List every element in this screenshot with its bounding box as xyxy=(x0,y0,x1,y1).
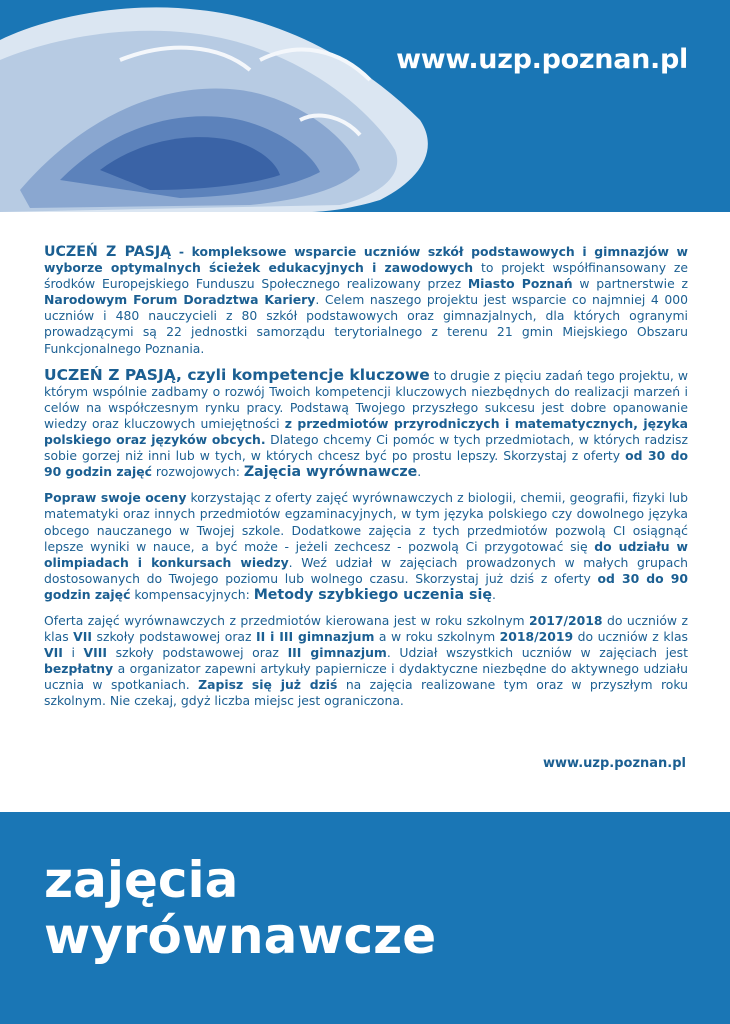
text-span: kompensacyjnych: xyxy=(130,586,254,602)
offer-name: Metody szybkiego uczenia się xyxy=(253,586,492,603)
bold-text: Narodowym Forum Doradztwa Kariery xyxy=(44,292,316,308)
footer-title xyxy=(44,852,436,964)
bold-text: II i III gimnazjum xyxy=(256,629,375,645)
text-span: a w roku szkolnym xyxy=(374,629,500,645)
bold-text: Popraw swoje oceny xyxy=(44,490,187,506)
main-text xyxy=(44,244,688,720)
text-span: w partnerstwie z xyxy=(572,276,688,292)
bold-text: VII xyxy=(73,629,92,645)
text-span: do uczniów z klas xyxy=(44,612,688,645)
bold-text: 2018/2019 xyxy=(499,629,574,645)
text-span: . xyxy=(491,586,496,602)
paragraph-competences xyxy=(44,367,688,481)
bold-text: bezpłatny xyxy=(44,661,114,677)
text-span: Oferta zajęć wyrównawczych z przedmiotów kierowana jest w roku szkolnym xyxy=(44,612,530,628)
bold-text: do udziału w olimpiadach i konkursach wiedzy xyxy=(44,538,688,570)
text-span: . Celem naszego projektu jest wsparcie co najmniej 4 000 uczniów i 480 nauczycieli z 80 szkół podstawowych oraz gimnazjalnych, dla których ogranymi prowadzącymi są 22 jednostki samorządu terytorialnego z terenu 21 gmin Miejskiego Obszaru Funkcjonalnego Poznania. xyxy=(44,292,688,356)
offer-name: Zajęcia wyrównawcze xyxy=(243,464,418,481)
content-url[interactable]: www.uzp.poznan.pl xyxy=(543,756,686,771)
bold-text: od 30 do 90 godzin zajęć xyxy=(44,448,689,480)
text-span: a organizator zapewni artykuły papiernicze i dydaktyczne niezbędne do aktywnego udziału ucznia w spotkaniach. xyxy=(44,661,688,693)
text-span: to drugie z pięciu zadań tego projektu, w którym wspólnie zadbamy o rozwój Twoich kompetencji kluczowych niezbędnych do realizacji marzeń i celów na współczesnym rynku pracy. Podstawą Twojego przyszłego sukcesu jest dobre opanowanie wiedzy oraz kluczowych umiejętności xyxy=(44,367,688,431)
section-heading: UCZEŃ Z PASJĄ, czyli kompetencje kluczowe xyxy=(44,365,430,384)
text-span: to projekt współfinansowany ze środków Europejskiego Funduszu Społecznego realizowany przez xyxy=(44,260,689,292)
header-banner xyxy=(0,0,730,212)
text-span: korzystając z oferty zajęć wyrównawczych z biologii, chemii, geografii, fizyki lub matematyki oraz innych przedmiotów egzaminacyjnych, w tym języka polskiego czy dowolnego języka obcego nauczanego w Twojej szkole. Dodatkowe zajęcia z tych przedmiotów pozwolą CI osiągnąć lepsze wyniki w nauce, a być może - jeżeli zechcesz - pozwolą Ci przygotować się xyxy=(44,490,688,554)
text-span: na zajęcia realizowane tym oraz w przyszłym roku szkolnym. Nie czekaj, gdyż liczba miejsc jest ograniczona. xyxy=(44,677,688,709)
text-span: . xyxy=(417,464,422,480)
project-subtitle: - kompleksowe wsparcie uczniów szkół podstawowych i gimnazjów w wyborze optymalnych ścieżek edukacyjnych i zawodowych xyxy=(44,244,688,276)
bold-text: od 30 do 90 godzin zajęć xyxy=(44,570,688,602)
text-span: szkoły podstawowej oraz xyxy=(106,645,288,661)
text-span: i xyxy=(62,645,84,661)
project-name: UCZEŃ Z PASJĄ xyxy=(44,244,172,260)
text-span: szkoły podstawowej oraz xyxy=(91,629,257,645)
bold-text: Miasto Poznań xyxy=(467,276,573,292)
footer-title-line2: wyrównawcze xyxy=(44,907,437,965)
bold-text: 2017/2018 xyxy=(529,612,603,628)
text-span: Dlatego chcemy Ci pomóc w tych przedmiotach, w których radzisz sobie gorzej niż inni lub w tych, w których chcesz być po prostu lepszy. Skorzystaj z oferty xyxy=(44,432,688,464)
bold-text: z przedmiotów przyrodniczych i matematycznych, języka polskiego oraz języków obcych. xyxy=(44,415,688,448)
bold-text: VIII xyxy=(83,645,107,661)
paragraph-grades xyxy=(44,490,688,603)
bold-text: Zapisz się już dziś xyxy=(198,677,338,693)
text-span: . Weź udział w zajęciach prowadzonych w małych grupach dostosowanych do Twojego poziomu lub wolnego czasu. Skorzystaj już dziś z oferty xyxy=(44,554,688,586)
text-span: do uczniów z klas xyxy=(573,629,688,645)
text-span: rozwojowych: xyxy=(151,464,244,480)
footer-title-line1: zajęcia xyxy=(44,851,239,909)
paragraph-intro xyxy=(44,244,688,357)
paragraph-offer xyxy=(44,613,688,710)
header-url[interactable]: www.uzp.poznan.pl xyxy=(396,44,688,75)
text-span: . Udział wszystkich uczniów w zajęciach jest xyxy=(386,645,688,661)
bold-text: III gimnazjum xyxy=(287,645,387,661)
hand-illustration xyxy=(0,0,730,212)
bold-text: VII xyxy=(44,645,63,661)
footer-banner xyxy=(0,812,730,1024)
